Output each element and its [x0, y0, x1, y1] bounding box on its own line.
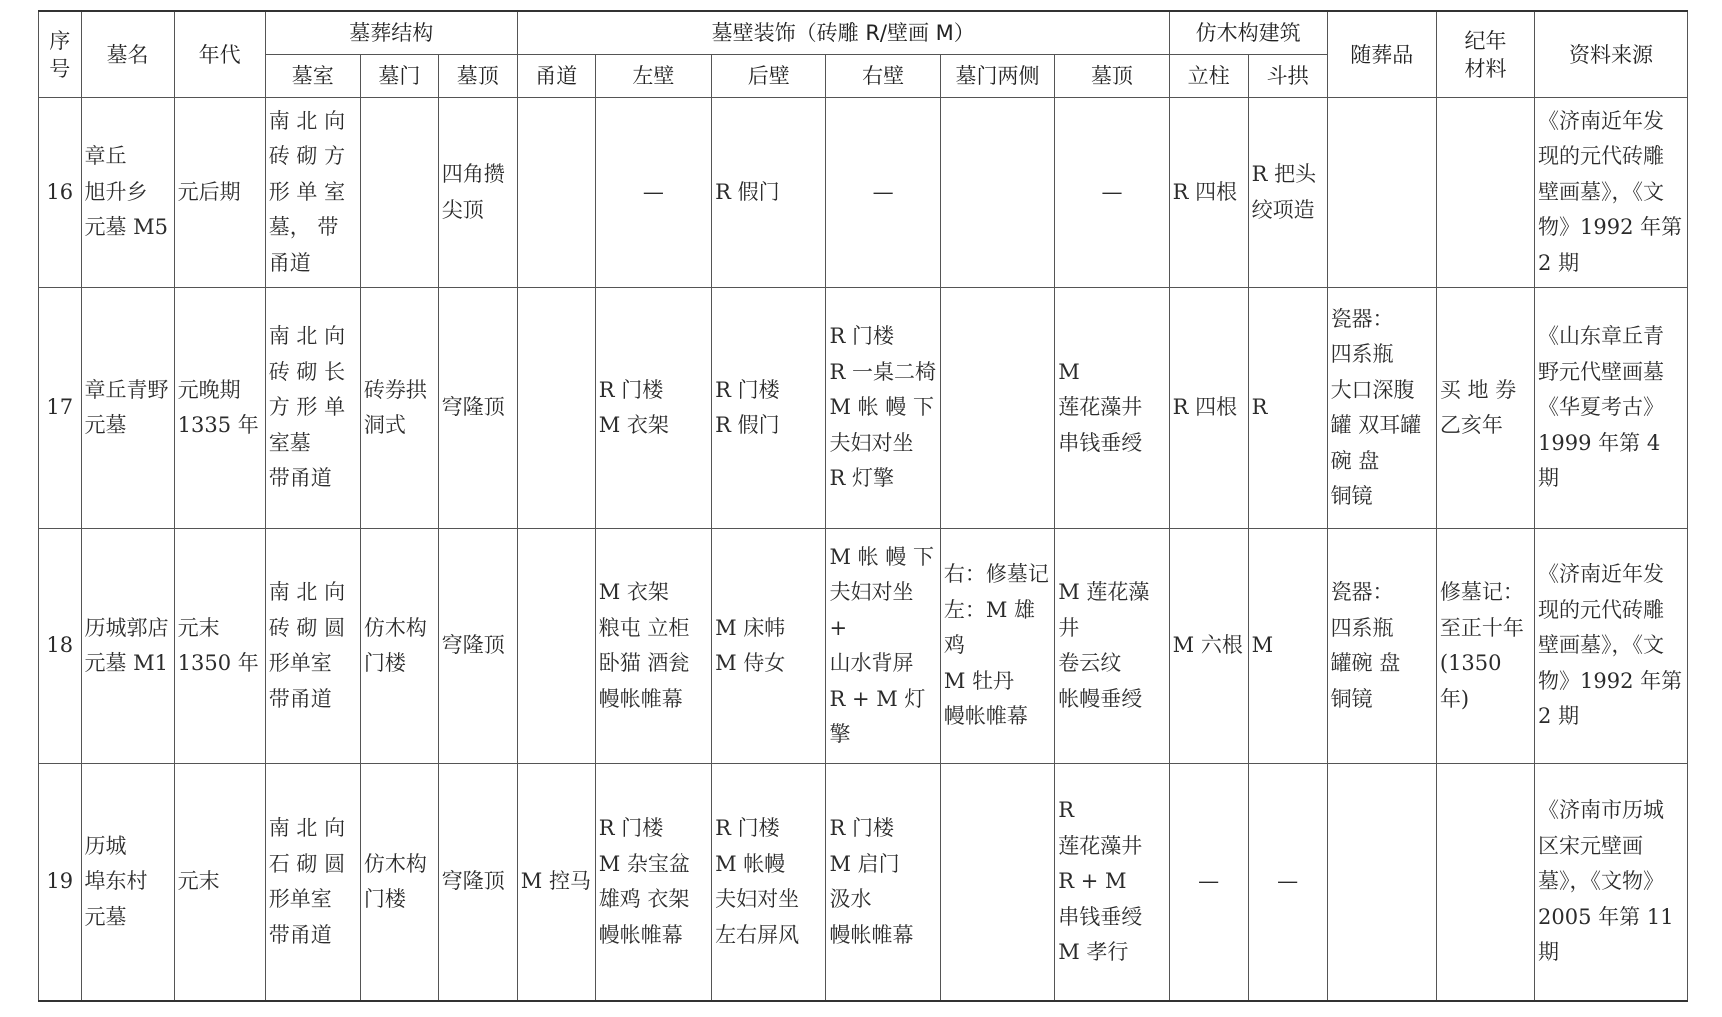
cell-column: M 六根 [1169, 529, 1248, 764]
col-header-structure: 墓葬结构 [265, 11, 517, 55]
col-header-top: 墓顶 [438, 55, 517, 98]
cell-bracket: — [1248, 764, 1327, 1002]
cell-top: 穹隆顶 [438, 764, 517, 1002]
cell-door-sides [940, 288, 1054, 529]
cell-name: 章丘青野 元墓 [81, 288, 174, 529]
cell-door: 仿木构 门楼 [360, 764, 438, 1002]
cell-back-wall: M 床帏 M 侍女 [712, 529, 826, 764]
tomb-data-table [38, 10, 1688, 1002]
table-row [39, 529, 1688, 764]
cell-era: 元晚期 1335 年 [174, 288, 265, 529]
cell-seq: 16 [39, 98, 82, 288]
cell-passage [517, 529, 595, 764]
table-row [39, 288, 1688, 529]
cell-dating: 修墓记： 至正十年 (1350 年) [1436, 529, 1534, 764]
col-header-seq: 序 号 [39, 11, 82, 98]
cell-left-wall: R 门楼 M 衣架 [595, 288, 711, 529]
col-header-door: 墓门 [360, 55, 438, 98]
col-header-chamber: 墓室 [265, 55, 360, 98]
cell-dec-top: M 莲花藻井 卷云纹 帐幔垂绶 [1055, 529, 1169, 764]
col-header-era: 年代 [174, 11, 265, 98]
cell-source: 《济南近年发 现的元代砖雕 壁画墓》，《文 物》1992 年第 2 期 [1535, 529, 1688, 764]
cell-left-wall: R 门楼 M 杂宝盆 雄鸡 衣架 幔帐帷幕 [595, 764, 711, 1002]
cell-chamber: 南 北 向 石 砌 圆 形单室 带甬道 [265, 764, 360, 1002]
cell-column: — [1169, 764, 1248, 1002]
cell-dec-top: M 莲花藻井 串钱垂绶 [1055, 288, 1169, 529]
cell-dec-top: R 莲花藻井 R + M 串钱垂绶 M 孝行 [1055, 764, 1169, 1002]
cell-right-wall: R 门楼 M 启门 汲水 幔帐帷幕 [826, 764, 940, 1002]
table-row [39, 764, 1688, 1002]
col-header-column: 立柱 [1169, 55, 1248, 98]
cell-passage [517, 288, 595, 529]
cell-door: 仿木构 门楼 [360, 529, 438, 764]
cell-seq: 17 [39, 288, 82, 529]
cell-goods [1327, 764, 1436, 1002]
col-header-goods: 随葬品 [1327, 11, 1436, 98]
cell-left-wall: M 衣架 粮屯 立柜 卧猫 酒瓮 幔帐帷幕 [595, 529, 711, 764]
cell-era: 元后期 [174, 98, 265, 288]
cell-dating [1436, 764, 1534, 1002]
cell-right-wall: M 帐 幔 下 夫妇对坐 + 山水背屏 R + M 灯擎 [826, 529, 940, 764]
cell-back-wall: R 假门 [712, 98, 826, 288]
col-header-left-wall: 左壁 [595, 55, 711, 98]
cell-goods: 瓷器： 四系瓶 大口深腹 罐 双耳罐 碗 盘 铜镜 [1327, 288, 1436, 529]
cell-dec-top: — [1055, 98, 1169, 288]
cell-top: 穹隆顶 [438, 529, 517, 764]
cell-dating: 买 地 券 乙亥年 [1436, 288, 1534, 529]
cell-column: R 四根 [1169, 288, 1248, 529]
cell-era: 元末 1350 年 [174, 529, 265, 764]
col-header-bracket: 斗拱 [1248, 55, 1327, 98]
cell-left-wall: — [595, 98, 711, 288]
cell-chamber: 南 北 向 砖 砌 长 方 形 单 室墓 带甬道 [265, 288, 360, 529]
cell-source: 《山东章丘青 野元代壁画墓 《华夏考古》 1999 年第 4 期 [1535, 288, 1688, 529]
cell-name: 章丘 旭升乡 元墓 M5 [81, 98, 174, 288]
cell-source: 《济南市历城 区宋元壁画 墓》，《文物》 2005 年第 11 期 [1535, 764, 1688, 1002]
col-header-back-wall: 后壁 [712, 55, 826, 98]
col-header-decoration: 墓壁装饰（砖雕 R/壁画 M） [517, 11, 1169, 55]
document-page [38, 10, 1688, 1002]
cell-back-wall: R 门楼 R 假门 [712, 288, 826, 529]
cell-chamber: 南 北 向 砖 砌 圆 形单室 带甬道 [265, 529, 360, 764]
cell-dating [1436, 98, 1534, 288]
col-header-right-wall: 右壁 [826, 55, 940, 98]
cell-era: 元末 [174, 764, 265, 1002]
cell-door-sides [940, 98, 1054, 288]
cell-back-wall: R 门楼 M 帐幔 夫妇对坐 左右屏风 [712, 764, 826, 1002]
cell-passage [517, 98, 595, 288]
cell-door-sides: 右：修墓记 左：M 雄鸡 M 牡丹 幔帐帷幕 [940, 529, 1054, 764]
col-header-wood: 仿木构建筑 [1169, 11, 1327, 55]
cell-door [360, 98, 438, 288]
cell-chamber: 南 北 向 砖 砌 方 形 单 室 墓， 带 甬道 [265, 98, 360, 288]
table-row [39, 98, 1688, 288]
cell-bracket: R 把头 绞项造 [1248, 98, 1327, 288]
cell-top: 四角攒 尖顶 [438, 98, 517, 288]
col-header-dating: 纪年 材料 [1436, 11, 1534, 98]
cell-bracket: R [1248, 288, 1327, 529]
cell-column: R 四根 [1169, 98, 1248, 288]
cell-seq: 18 [39, 529, 82, 764]
cell-door-sides [940, 764, 1054, 1002]
cell-passage: M 控马 [517, 764, 595, 1002]
cell-goods: 瓷器： 四系瓶 罐碗 盘 铜镜 [1327, 529, 1436, 764]
header-row-top [39, 11, 1688, 55]
cell-bracket: M [1248, 529, 1327, 764]
col-header-passage: 甬道 [517, 55, 595, 98]
cell-seq: 19 [39, 764, 82, 1002]
cell-name: 历城 埠东村 元墓 [81, 764, 174, 1002]
cell-door: 砖券拱 洞式 [360, 288, 438, 529]
cell-name: 历城郭店 元墓 M1 [81, 529, 174, 764]
cell-right-wall: — [826, 98, 940, 288]
cell-goods [1327, 98, 1436, 288]
col-header-source: 资料来源 [1535, 11, 1688, 98]
col-header-name: 墓名 [81, 11, 174, 98]
cell-top: 穹隆顶 [438, 288, 517, 529]
cell-source: 《济南近年发 现的元代砖雕 壁画墓》，《文 物》1992 年第 2 期 [1535, 98, 1688, 288]
col-header-dec-top: 墓顶 [1055, 55, 1169, 98]
cell-right-wall: R 门楼 R 一桌二椅 M 帐 幔 下 夫妇对坐 R 灯擎 [826, 288, 940, 529]
col-header-door-sides: 墓门两侧 [940, 55, 1054, 98]
